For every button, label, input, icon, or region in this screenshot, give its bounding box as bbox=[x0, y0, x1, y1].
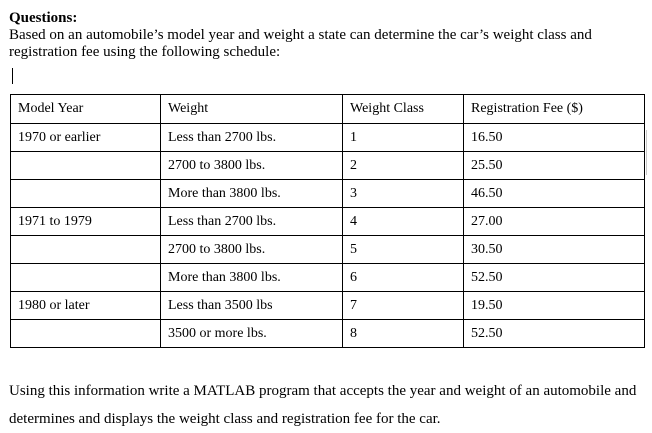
window-edge-marker bbox=[646, 130, 647, 175]
table-header-row bbox=[11, 95, 645, 124]
table-row bbox=[11, 152, 645, 180]
intro-paragraph: Based on an automobile’s model year and weight a state can determine the car’s weight class and registration fee using the following schedule: bbox=[9, 27, 592, 60]
cell-weight: 2700 to 3800 lbs. bbox=[161, 236, 343, 264]
cell-weight-class: 7 bbox=[343, 292, 464, 320]
cell-model-year bbox=[11, 320, 161, 348]
cell-weight-class: 4 bbox=[343, 208, 464, 236]
cell-registration-fee: 27.00 bbox=[464, 208, 645, 236]
cell-weight: 2700 to 3800 lbs. bbox=[161, 152, 343, 180]
cell-weight: More than 3800 lbs. bbox=[161, 264, 343, 292]
cell-weight-class: 8 bbox=[343, 320, 464, 348]
cell-model-year bbox=[11, 236, 161, 264]
cell-weight-class: 5 bbox=[343, 236, 464, 264]
cell-model-year bbox=[11, 264, 161, 292]
cell-registration-fee: 52.50 bbox=[464, 264, 645, 292]
table-row bbox=[11, 292, 645, 320]
header-model-year: Model Year bbox=[11, 95, 161, 124]
table-row bbox=[11, 236, 645, 264]
cell-registration-fee: 25.50 bbox=[464, 152, 645, 180]
cell-weight: Less than 3500 lbs bbox=[161, 292, 343, 320]
cell-registration-fee: 30.50 bbox=[464, 236, 645, 264]
cell-weight-class: 3 bbox=[343, 180, 464, 208]
cell-weight-class: 2 bbox=[343, 152, 464, 180]
cell-registration-fee: 19.50 bbox=[464, 292, 645, 320]
cell-registration-fee: 16.50 bbox=[464, 124, 645, 152]
cell-weight: 3500 or more lbs. bbox=[161, 320, 343, 348]
cell-registration-fee: 52.50 bbox=[464, 320, 645, 348]
cell-model-year bbox=[11, 180, 161, 208]
table-row bbox=[11, 124, 645, 152]
page-heading: Questions: bbox=[9, 10, 78, 26]
table-row bbox=[11, 320, 645, 348]
text-cursor bbox=[12, 68, 13, 84]
registration-schedule-table bbox=[10, 94, 645, 348]
cell-registration-fee: 46.50 bbox=[464, 180, 645, 208]
cell-model-year: 1971 to 1979 bbox=[11, 208, 161, 236]
table-row bbox=[11, 264, 645, 292]
table-body bbox=[11, 95, 645, 348]
cell-weight-class: 6 bbox=[343, 264, 464, 292]
table-row bbox=[11, 208, 645, 236]
header-weight-class: Weight Class bbox=[343, 95, 464, 124]
header-weight: Weight bbox=[161, 95, 343, 124]
cell-model-year bbox=[11, 152, 161, 180]
cell-weight: Less than 2700 lbs. bbox=[161, 208, 343, 236]
cell-weight: Less than 2700 lbs. bbox=[161, 124, 343, 152]
cell-model-year: 1980 or later bbox=[11, 292, 161, 320]
cell-model-year: 1970 or earlier bbox=[11, 124, 161, 152]
header-registration-fee: Registration Fee ($) bbox=[464, 95, 645, 124]
cell-weight: More than 3800 lbs. bbox=[161, 180, 343, 208]
cell-weight-class: 1 bbox=[343, 124, 464, 152]
instruction-paragraph: Using this information write a MATLAB program that accepts the year and weight of an automobile and determines and displays the weight class and registration fee for the car. bbox=[9, 383, 637, 427]
table-row bbox=[11, 180, 645, 208]
